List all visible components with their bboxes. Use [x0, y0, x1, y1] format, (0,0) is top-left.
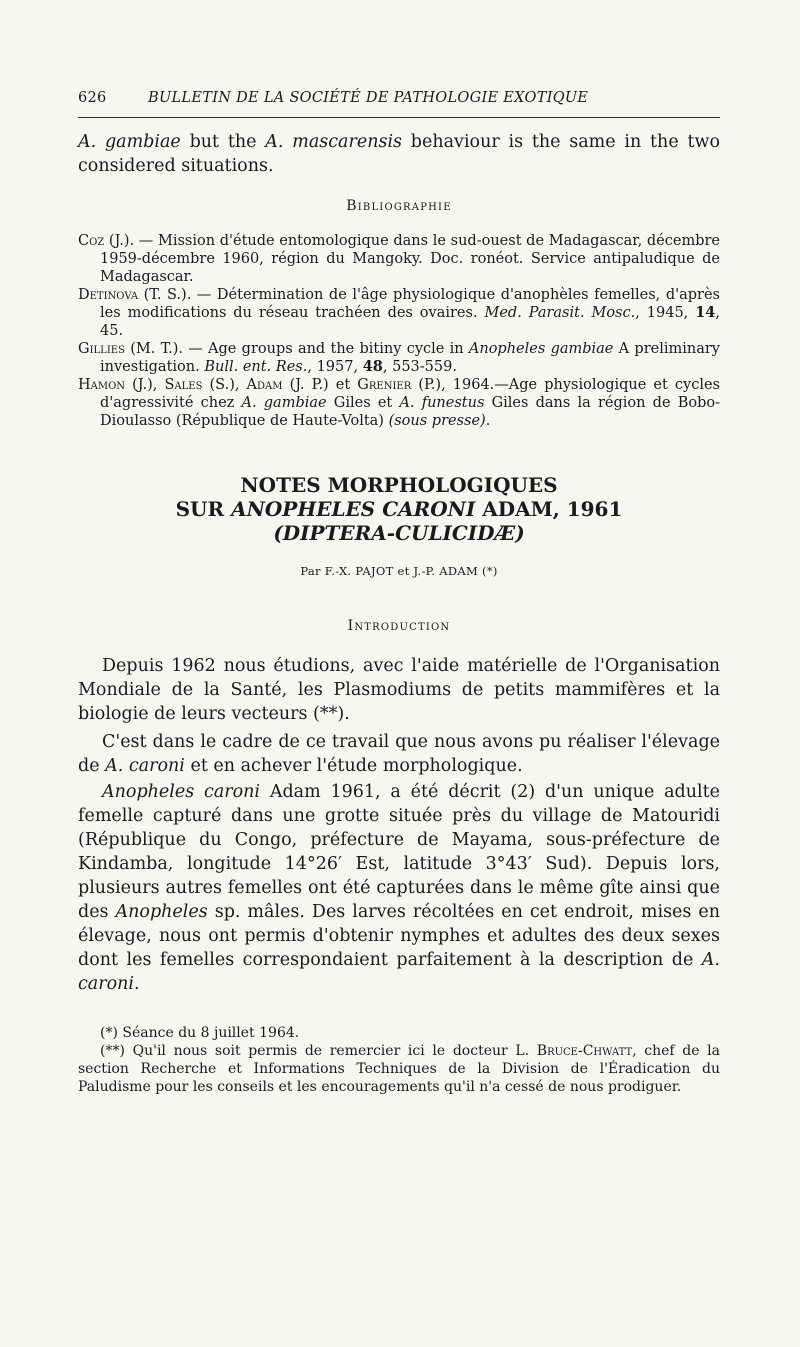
species-name: A. gambiae	[241, 395, 327, 411]
species-name: ANOPHELES CARONI	[231, 497, 476, 521]
continued-paragraph: A. gambiae but the A. mascarensis behaviour is the same in the two considered situations.	[78, 132, 720, 176]
volume-number: 48	[362, 358, 383, 375]
volume-number: 14	[695, 304, 716, 321]
intro-paragraph-1: Depuis 1962 nous étudions, avec l'aide matérielle de l'Organisation Mondiale de la Santé, les Plasmodiums de petits mammifères et la biologie de leurs vecteurs (**).	[78, 656, 720, 724]
header-rule	[78, 117, 720, 118]
species-name: A. caroni	[105, 756, 185, 776]
reference-author: Grenier	[357, 377, 412, 393]
reference-author: Detinova	[78, 287, 139, 303]
intro-paragraph-2: C'est dans le cadre de ce travail que nous avons pu réaliser l'élevage de A. caroni et en achever l'étude morphologique.	[78, 732, 720, 776]
reference-entry: Detinova (T. S.). — Détermination de l'âge physiologique d'anophèles femelles, d'après les modifications du réseau trachéen des ovaires. Med. Parasit. Mosc., 1945, 14, 45.	[78, 287, 720, 339]
byline: Par F.-X. PAJOT et J.-P. ADAM (*)	[300, 564, 498, 578]
species-name: A. funestus	[399, 395, 485, 411]
reference-author: Hamon	[78, 377, 126, 393]
page-number: 626	[78, 90, 107, 106]
introduction-heading: Introduction	[347, 618, 451, 634]
species-name: A. gambiae	[78, 132, 181, 152]
reference-author: Coz	[78, 233, 105, 249]
reference-entry: Gillies (M. T.). — Age groups and the bitiny cycle in Anopheles gambiae A preliminary investigation. Bull. ent. Res., 1957, 48, 553-559.	[78, 341, 720, 375]
article-title	[78, 473, 720, 545]
journal-name: Med. Parasit. Mosc.	[484, 305, 636, 321]
species-name: Anopheles	[115, 902, 208, 922]
reference-entry: Coz (J.). — Mission d'étude entomologique dans le sud-ouest de Madagascar, décembre 1959-décembre 1960, région du Mangoky. Doc. ronéot. Service antipaludique de Madagascar.	[78, 233, 720, 285]
journal-name: Bull. ent. Res.	[204, 359, 308, 375]
acknowledged-person: Bruce-Chwatt	[536, 1043, 633, 1059]
title-line-2: SUR ANOPHELES CARONI ADAM, 1961	[175, 497, 623, 521]
footnote-2: (**) Qu'il nous soit permis de remercier ici le docteur L. Bruce-Chwatt, chef de la section Recherche et Informations Techniques de la Division de l'Éradication du Paludisme pour les conseils et les encouragements qu'il n'a cessé de nous prodiguer.	[78, 1043, 720, 1095]
document-page	[78, 90, 720, 1096]
species-name: Anopheles gambiae	[468, 341, 614, 357]
species-name: A. caroni	[78, 950, 720, 994]
page-header	[78, 90, 720, 106]
bibliography-heading: Bibliographie	[346, 198, 452, 214]
reference-author: Sales	[164, 377, 203, 393]
title-line-1: NOTES MORPHOLOGIQUES	[240, 473, 558, 497]
running-head: BULLETIN DE LA SOCIÉTÉ DE PATHOLOGIE EXOTIQUE	[148, 90, 589, 106]
intro-paragraph-3: Anopheles caroni Adam 1961, a été décrit (2) d'un unique adulte femelle capturé dans une grotte située près du village de Matouridi (République du Congo, préfecture de Mayama, sous-préfecture de Kindamba, longitude 14°26′ Est, latitude 3°43′ Sud). Depuis lors, plusieurs autres femelles ont été capturées dans le même gîte ainsi que des Anopheles sp. mâles. Des larves récoltées en cet endroit, mises en élevage, nous ont permis d'obtenir nymphes et adultes des deux sexes dont les femelles correspondaient parfaitement à la description de A. caroni.	[78, 782, 720, 994]
title-line-3: (DIPTERA-CULICIDÆ)	[273, 521, 525, 545]
reference-author: Gillies	[78, 341, 125, 357]
reference-author: Adam	[246, 377, 283, 393]
footnote-1: (*) Séance du 8 juillet 1964.	[100, 1025, 300, 1041]
species-name: A. mascarensis	[265, 132, 403, 152]
bibliography-list	[78, 232, 720, 430]
species-name: Anopheles caroni	[102, 782, 261, 802]
reference-entry: Hamon (J.), Sales (S.), Adam (J. P.) et Grenier (P.), 1964.—Age physiologique et cycles d'agressivité chez A. gambiae Giles et A. funestus Giles dans la région de Bobo-Dioulasso (République de Haute-Volta) (sous presse).	[78, 377, 720, 429]
publication-note: (sous presse)	[388, 413, 486, 429]
